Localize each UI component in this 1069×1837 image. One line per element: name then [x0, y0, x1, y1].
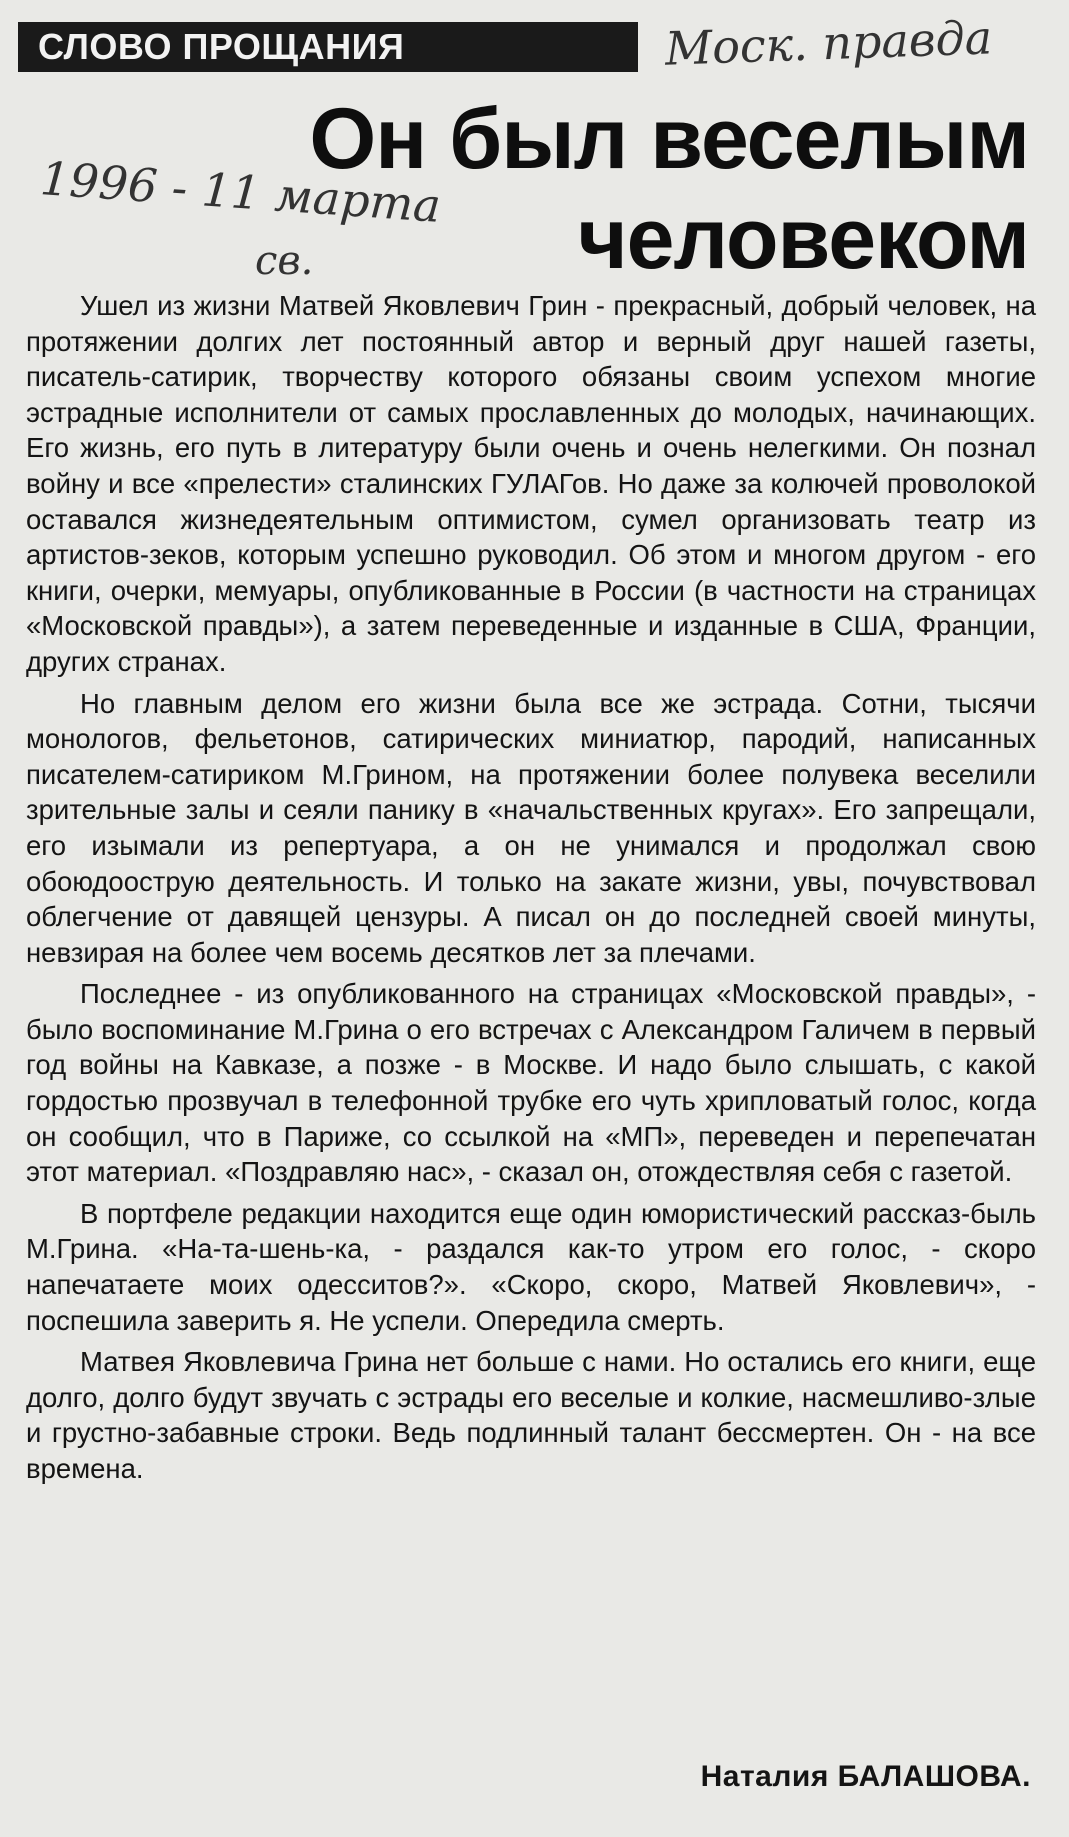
paragraph: Матвея Яковлевича Грина нет больше с нами. Но остались его книги, еще долго, долго будут звучать с эстрады его веселые и колкие, насмешливо-злые и грустно-забавные строки. Ведь подлинный талант бессмертен. Он - на все времена. [26, 1346, 1036, 1484]
author-byline: Наталия БАЛАШОВА. [700, 1760, 1031, 1793]
handwritten-day: св. [255, 238, 314, 284]
headline-line-2: человеком [577, 191, 1029, 287]
handwritten-newspaper-name: Моск. правда [664, 10, 993, 76]
handwritten-date: 1996 - 11 марта [38, 151, 443, 233]
paragraph: Последнее - из опубликованного на страницах «Московской правды», - было воспоминание М.Грина о его встречах с Александром Галичем в первый год войны на Кавказе, а позже - в Москве. И надо было слышать, с какой гордостью прозвучал в телефонной трубке его чуть хрипловатый голос, когда он сообщил, что в Париже, со ссылкой на «МП», переведен и перепечатан этот материал. «Поздравляю нас», - сказал он, отождествляя себя с газетой. [26, 978, 1036, 1188]
paragraph: В портфеле редакции находится еще один юмористический рассказ-быль М.Грина. «На-та-шень-ка, - раздался как-то утром его голос, - скоро напечатаете моих одесситов?». «Скоро, скоро, Матвей Яковлевич», - поспешила заверить я. Не успели. Опередила смерть. [26, 1197, 1036, 1336]
headline-line-1: Он был веселым [309, 91, 1029, 187]
rubric-label: СЛОВО ПРОЩАНИЯ [18, 22, 638, 72]
paragraph: Но главным делом его жизни была все же эстрада. Сотни, тысячи монологов, фельетонов, сатирических миниатюр, пародий, написанных писателем-сатириком М.Грином, на протяжении более полувека веселили зрительные залы и сеяли панику в «начальственных кругах». Его запрещали, его изымали из репертуара, а он не унимался и продолжал свою обоюдоострую деятельность. И только на закате жизни, увы, почувствовал облегчение от давящей цензуры. А писал он до последней своей минуты, невзирая на более чем восемь десятков лет за плечами. [26, 687, 1036, 968]
paragraph: Ушел из жизни Матвей Яковлевич Грин - прекрасный, добрый человек, на протяжении долгих лет постоянный автор и верный друг нашей газеты, писатель-сатирик, творчеству которого обязаны своим успехом многие эстрадные исполнители от самых прославленных до молодых, начинающих. Его жизнь, его путь в литературу были очень и очень нелегкими. Он познал войну и все «прелести» сталинских ГУЛАГов. Но даже за колючей проволокой оставался жизнедеятельным оптимистом, сумел организовать театр из артистов-зеков, которым успешно руководил. Об этом и многом другом - его книги, очерки, мемуары, опубликованные в России (в частности на страницах «Московской правды»), а затем переведенные и изданные в США, Франции, других странах. [26, 290, 1036, 677]
article-body [26, 288, 1036, 1493]
